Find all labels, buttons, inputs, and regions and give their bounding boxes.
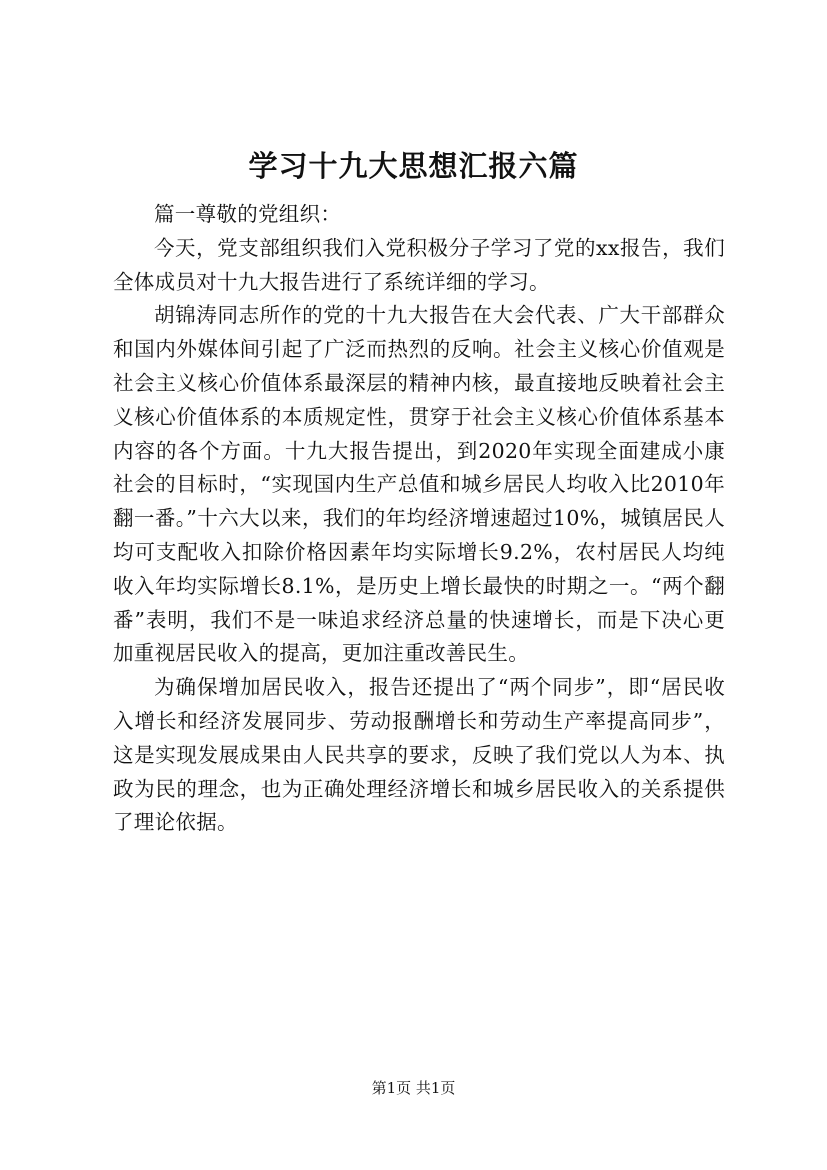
page-footer: 第1页 共1页 [371, 1079, 456, 1097]
document-body [113, 198, 725, 840]
paragraph-3: 为确保增加居民收入，报告还提出了“两个同步”，即“居民收入增长和经济发展同步、劳动报酬增长和劳动生产率提高同步”，这是实现发展成果由人民共享的要求，反映了我们党以人为本、执政为民的理念，也为正确处理经济增长和城乡居民收入的关系提供了理论依据。 [113, 675, 725, 835]
document-title: 学习十九大思想汇报六篇 [248, 149, 579, 183]
paragraph-1: 今天，党支部组织我们入党积极分子学习了党的xx报告，我们全体成员对十九大报告进行了系统详细的学习。 [113, 235, 725, 294]
salutation: 篇一尊敬的党组织： [154, 202, 342, 226]
paragraph-2: 胡锦涛同志所作的党的十九大报告在大会代表、广大干部群众和国内外媒体间引起了广泛而热烈的反响。社会主义核心价值观是社会主义核心价值体系最深层的精神内核，最直接地反映着社会主义核心价值体系的本质规定性，贯穿于社会主义核心价值体系基本内容的各个方面。十九大报告提出，到2020年实现全面建成小康社会的目标时，“实现国内生产总值和城乡居民人均收入比2010年翻一番。”十六大以来，我们的年均经济增速超过10%，城镇居民人均可支配收入扣除价格因素年均实际增长9.2%，农村居民人均纯收入年均实际增长8.1%，是历史上增长最快的时期之一。“两个翻番”表明，我们不是一味追求经济总量的快速增长，而是下决心更加重视居民收入的提高，更加注重改善民生。 [113, 303, 725, 666]
